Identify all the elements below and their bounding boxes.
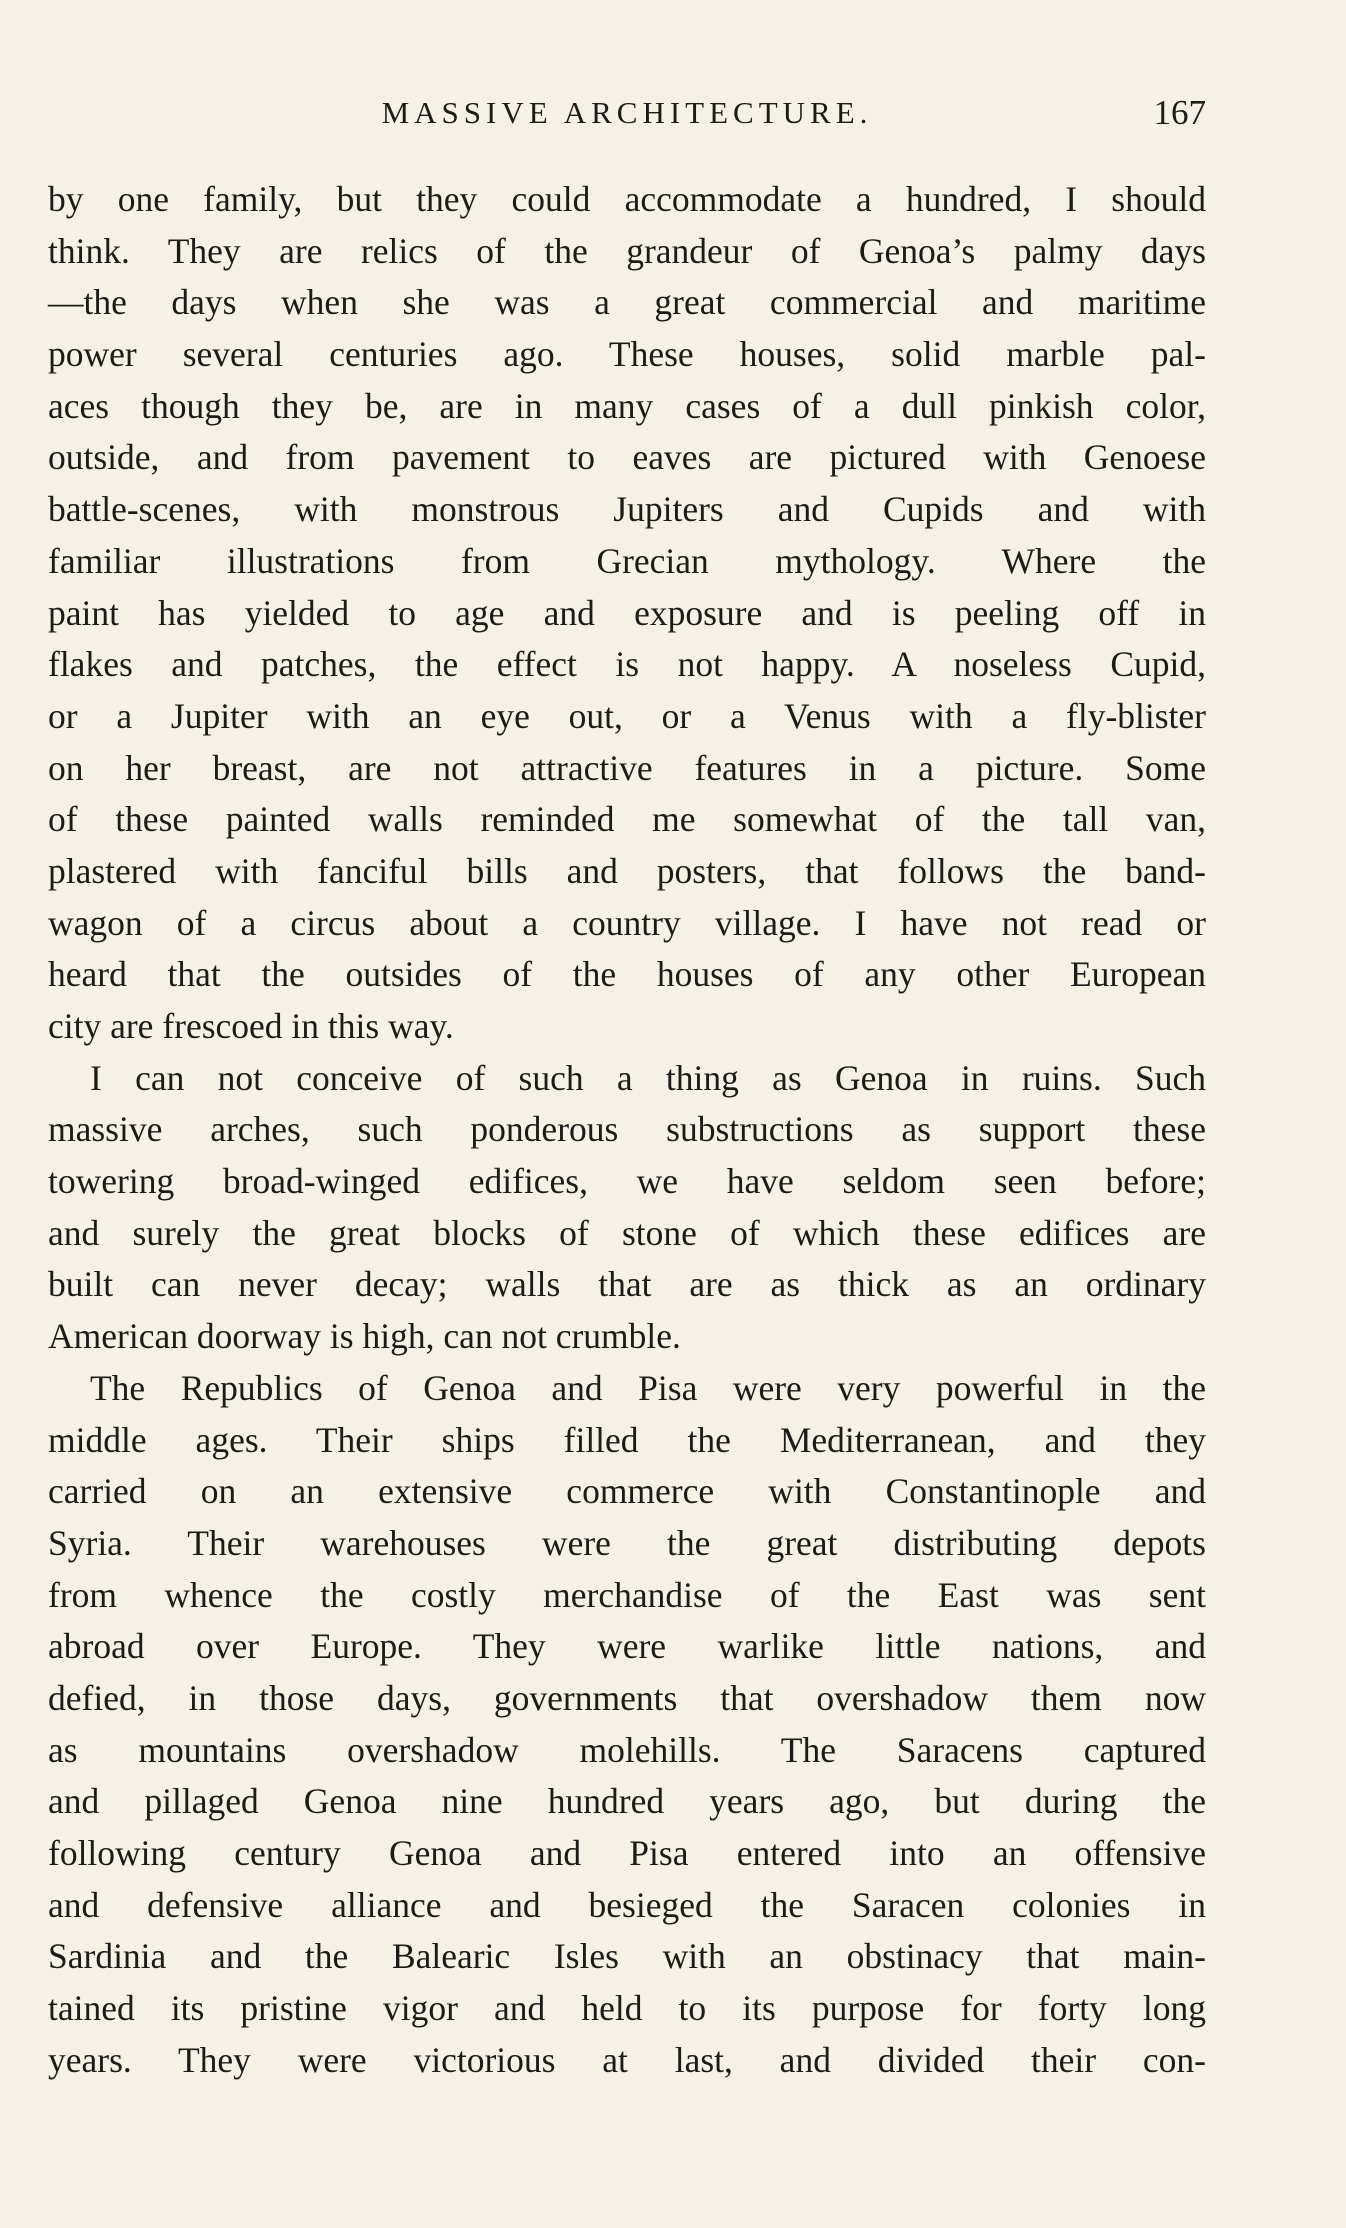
text-line-6: outside, and from pavement to eaves are pictured with Genoese — [48, 437, 1206, 478]
text-line-37: years. They were victorious at last, and divided their con- — [48, 2039, 1206, 2080]
text-line-35: Sardinia and the Balearic Isles with an obstinacy that main- — [48, 1936, 1206, 1977]
text-line-24: The Republics of Genoa and Pisa were very powerful in the — [90, 1367, 1206, 1408]
text-line-25: middle ages. Their ships filled the Mediterranean, and they — [48, 1419, 1206, 1460]
text-line-18: I can not conceive of such a thing as Genoa in ruins. Such — [90, 1057, 1206, 1098]
text-line-23: American doorway is high, can not crumble. — [48, 1316, 681, 1357]
text-line-9: paint has yielded to age and exposure and is peeling off in — [48, 592, 1206, 633]
text-line-14: plastered with fanciful bills and posters, that follows the band- — [48, 850, 1206, 891]
text-line-8: familiar illustrations from Grecian mythology. Where the — [48, 540, 1206, 581]
text-line-28: from whence the costly merchandise of the East was sent — [48, 1574, 1206, 1615]
text-line-34: and defensive alliance and besieged the Saracen colonies in — [48, 1884, 1206, 1925]
text-line-20: towering broad-winged edifices, we have seldom seen before; — [48, 1161, 1206, 1202]
text-line-5: aces though they be, are in many cases of a dull pinkish color, — [48, 385, 1206, 426]
text-line-36: tained its pristine vigor and held to its purpose for forty long — [48, 1988, 1206, 2029]
text-line-3: —the days when she was a great commercial and maritime — [48, 282, 1206, 323]
running-head — [48, 88, 1206, 138]
text-line-29: abroad over Europe. They were warlike little nations, and — [48, 1626, 1206, 1667]
text-line-12: on her breast, are not attractive features in a picture. Some — [48, 747, 1206, 788]
text-line-11: or a Jupiter with an eye out, or a Venus with a fly-blister — [48, 695, 1206, 736]
text-line-21: and surely the great blocks of stone of which these edifices are — [48, 1212, 1206, 1253]
text-line-16: heard that the outsides of the houses of any other European — [48, 954, 1206, 995]
text-line-31: as mountains overshadow molehills. The Saracens captured — [48, 1729, 1206, 1770]
text-line-32: and pillaged Genoa nine hundred years ago, but during the — [48, 1781, 1206, 1822]
running-title: MASSIVE ARCHITECTURE. — [381, 95, 873, 130]
text-line-33: following century Genoa and Pisa entered into an offensive — [48, 1833, 1206, 1873]
text-line-19: massive arches, such ponderous substructions as support these — [48, 1109, 1206, 1150]
text-line-10: flakes and patches, the effect is not happy. A noseless Cupid, — [48, 644, 1206, 685]
text-line-2: think. They are relics of the grandeur of Genoa’s palmy days — [48, 230, 1206, 271]
text-line-22: built can never decay; walls that are as thick as an ordinary — [48, 1264, 1206, 1305]
text-line-27: Syria. Their warehouses were the great distributing depots — [48, 1522, 1206, 1563]
text-line-30: defied, in those days, governments that overshadow them now — [48, 1677, 1206, 1718]
text-line-7: battle-scenes, with monstrous Jupiters and Cupids and with — [48, 489, 1206, 530]
text-line-17: city are frescoed in this way. — [48, 1006, 454, 1046]
text-line-15: wagon of a circus about a country village. I have not read or — [48, 902, 1206, 943]
text-line-26: carried on an extensive commerce with Constantinople and — [48, 1471, 1206, 1512]
body-text — [48, 174, 1206, 2086]
text-line-13: of these painted walls reminded me somewhat of the tall van, — [48, 799, 1206, 840]
text-line-4: power several centuries ago. These houses, solid marble pal- — [48, 334, 1206, 375]
text-line-1: by one family, but they could accommodate a hundred, I should — [48, 179, 1206, 219]
page-number: 167 — [1153, 93, 1206, 132]
